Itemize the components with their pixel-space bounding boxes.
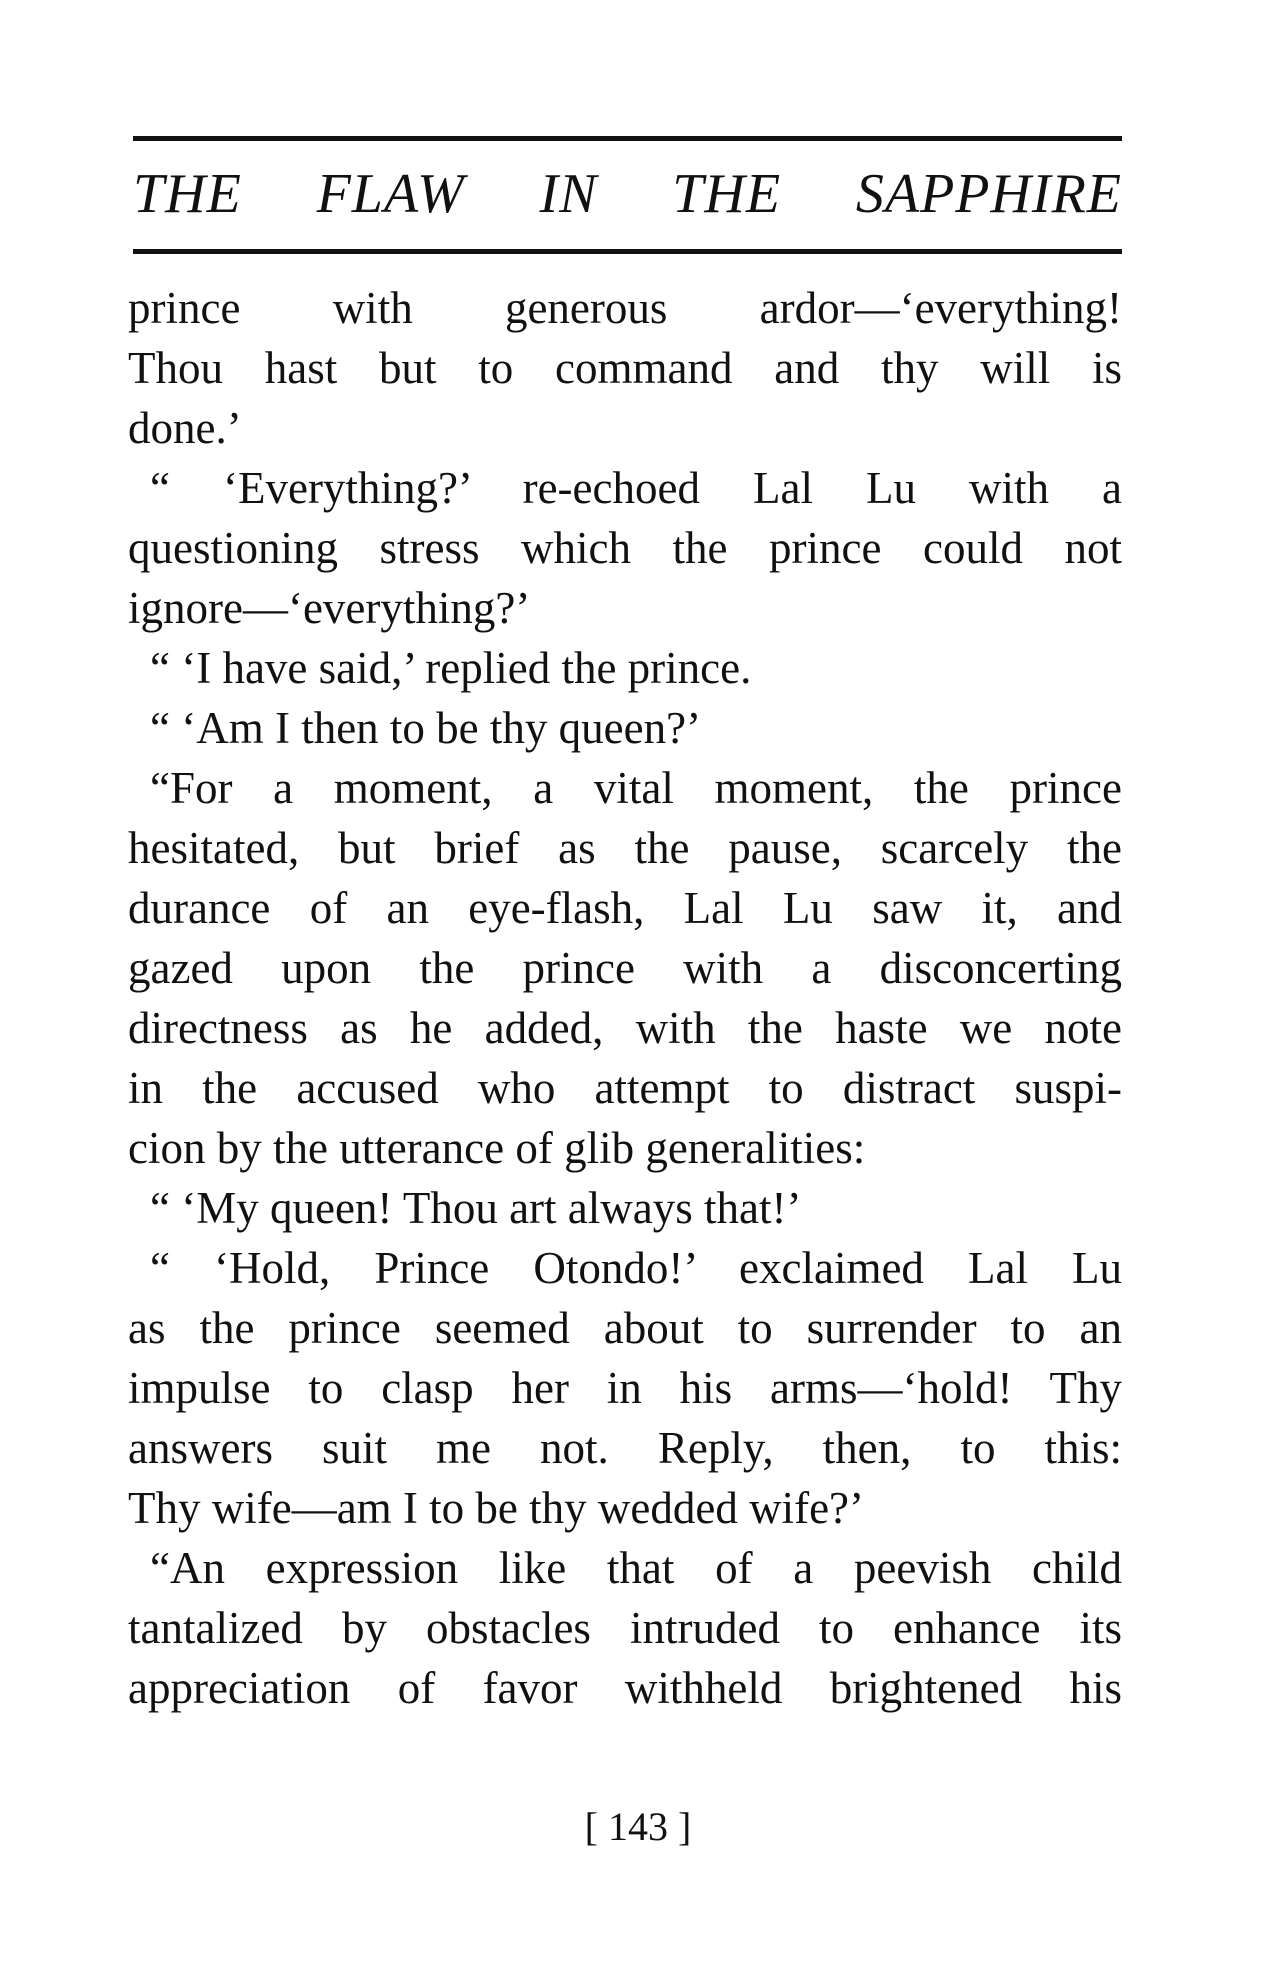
header-top-rule: [133, 136, 1122, 141]
text-line: “ ‘I have said,’ replied the prince.: [150, 643, 752, 693]
text-line: done.’: [128, 403, 242, 453]
text-line: appreciation of favor withheld brightened his: [128, 1663, 1122, 1713]
text-line: cion by the utterance of glib generalities:: [128, 1123, 866, 1173]
text-line: “For a moment, a vital moment, the prince: [150, 763, 1122, 813]
text-line: “An expression like that of a peevish child: [150, 1543, 1122, 1593]
text-line: directness as he added, with the haste we note: [128, 1003, 1122, 1053]
text-line: Thou hast but to command and thy will is: [128, 343, 1122, 393]
text-line: ignore—‘everything?’: [128, 583, 531, 633]
header-bottom-rule: [133, 249, 1122, 254]
text-line: “ ‘Hold, Prince Otondo!’ exclaimed Lal Lu: [150, 1243, 1122, 1293]
running-title: THE FLAW IN THE SAPPHIRE: [133, 163, 1122, 225]
page-number: [ 143 ]: [584, 1804, 692, 1849]
text-line: prince with generous ardor—‘everything!: [128, 283, 1122, 333]
text-line: questioning stress which the prince could not: [128, 523, 1122, 573]
text-line: answers suit me not. Reply, then, to this:: [128, 1423, 1122, 1473]
text-line: as the prince seemed about to surrender to an: [128, 1303, 1122, 1353]
text-line: hesitated, but brief as the pause, scarcely the: [128, 823, 1122, 873]
text-line: impulse to clasp her in his arms—‘hold! Thy: [128, 1363, 1122, 1413]
text-line: gazed upon the prince with a disconcerting: [128, 943, 1122, 993]
text-line: Thy wife—am I to be thy wedded wife?’: [128, 1483, 864, 1533]
text-line: “ ‘Am I then to be thy queen?’: [150, 703, 702, 753]
text-line: in the accused who attempt to distract suspi-: [128, 1063, 1122, 1113]
text-line: “ ‘Everything?’ re-echoed Lal Lu with a: [150, 463, 1122, 513]
text-line: tantalized by obstacles intruded to enhance its: [128, 1603, 1122, 1653]
body-text: [128, 278, 1122, 1718]
text-line: “ ‘My queen! Thou art always that!’: [150, 1183, 802, 1233]
text-line: durance of an eye-flash, Lal Lu saw it, and: [128, 883, 1122, 933]
